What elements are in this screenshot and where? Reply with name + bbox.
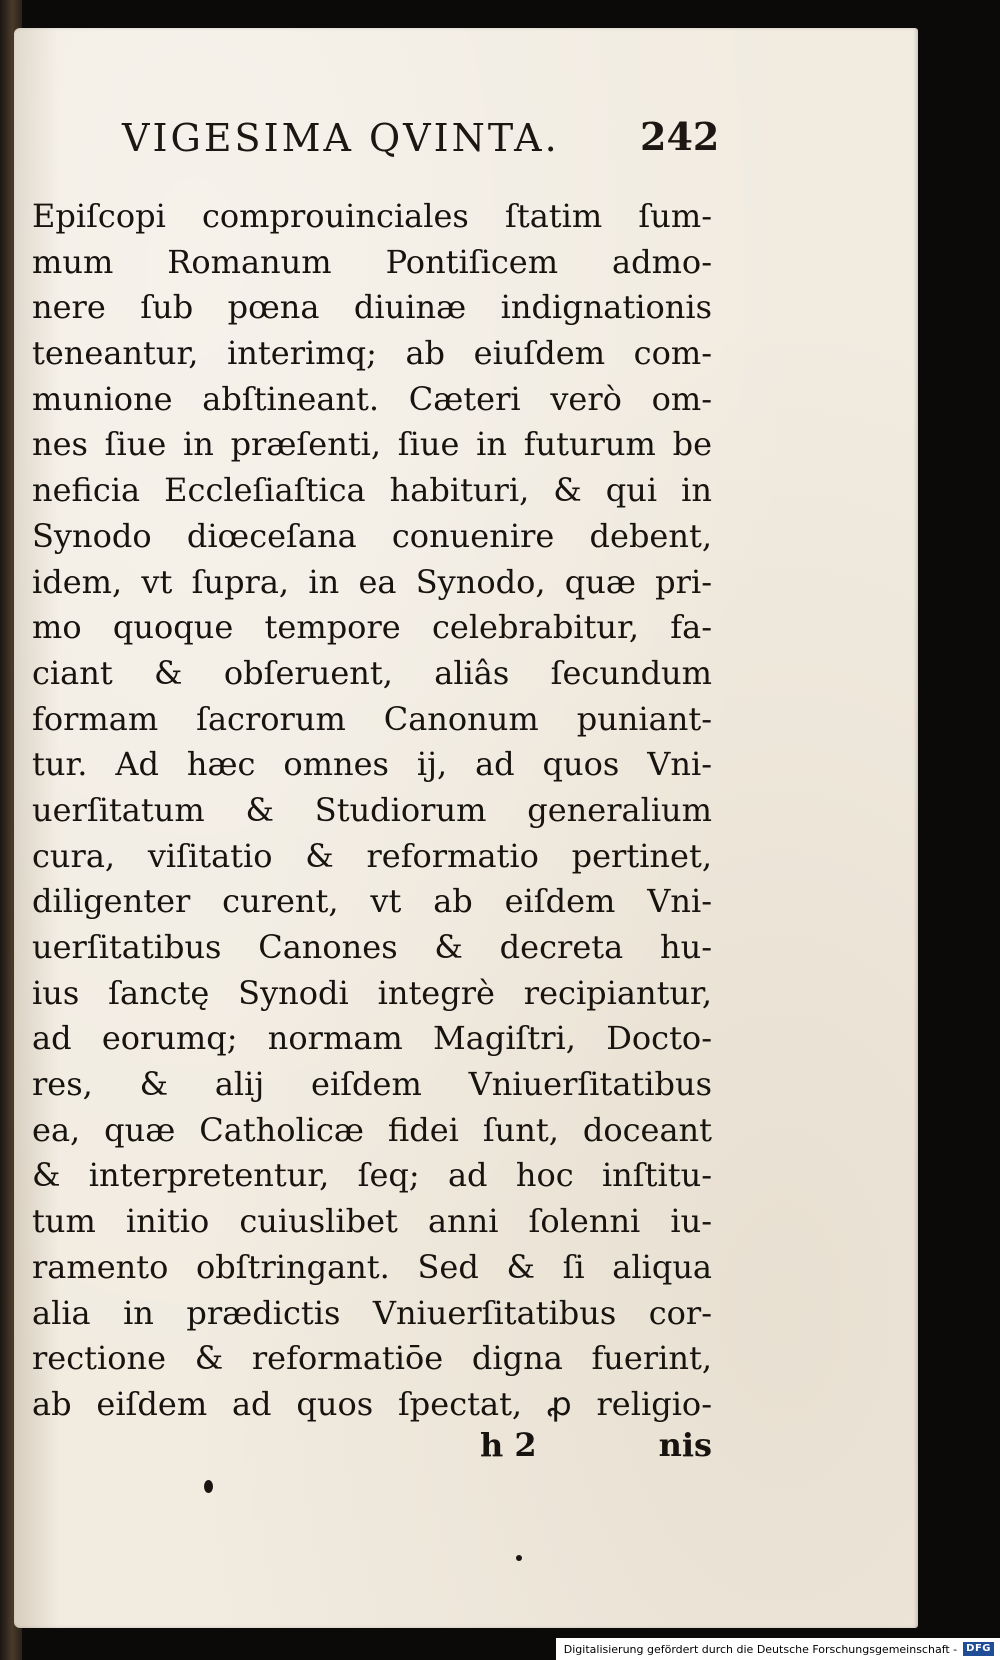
text-line: nes ſiue in præſenti, ſiue in futurum be bbox=[32, 425, 712, 464]
ink-speck bbox=[516, 1555, 522, 1561]
text-line: mum Romanum Pontiſicem admo- bbox=[32, 242, 712, 281]
signature-mark: h 2 bbox=[480, 1426, 537, 1464]
text-line: tur. Ad hæc omnes ij, ad quos Vni- bbox=[32, 745, 712, 784]
book-page bbox=[14, 28, 918, 1628]
text-line: ea, quæ Catholicæ fidei ſunt, doceant bbox=[32, 1110, 712, 1149]
text-line: uerſitatum & Studiorum generalium bbox=[32, 790, 712, 829]
text-line: nere ſub pœna diuinæ indignationis bbox=[32, 288, 712, 327]
text-line: ciant & obſeruent, aliâs ſecundum bbox=[32, 653, 712, 692]
text-line: ramento obſtringant. Sed & ſi aliqua bbox=[32, 1247, 712, 1286]
text-line: formam ſacrorum Canonum puniant- bbox=[32, 699, 712, 738]
text-line: & interpretentur, ſeq; ad hoc inſtitu- bbox=[32, 1156, 712, 1195]
text-line: tum initio cuiuslibet anni ſolenni iu- bbox=[32, 1202, 712, 1241]
text-line: teneantur, interimq; ab eiuſdem com- bbox=[32, 334, 712, 373]
text-line: alia in prædictis Vniuerſitatibus cor- bbox=[32, 1293, 712, 1332]
text-line: ad eorumq; normam Magiſtri, Docto- bbox=[32, 1019, 712, 1058]
text-line: Synodo diœceſana conuenire debent, bbox=[32, 516, 712, 555]
body-text bbox=[32, 194, 712, 1428]
running-head bbox=[84, 106, 724, 166]
text-line: neficia Eccleſiaſtica habituri, & qui in bbox=[32, 471, 712, 510]
catch-line bbox=[32, 1426, 712, 1472]
text-line: munione abſtineant. Cæteri verò om- bbox=[32, 379, 712, 418]
page-number: 242 bbox=[640, 114, 720, 159]
text-line: Epiſcopi comprouinciales ſtatim ſum- bbox=[32, 197, 712, 235]
text-line: diligenter curent, vt ab eiſdem Vni- bbox=[32, 882, 712, 921]
dfg-logo: DFG bbox=[963, 1642, 994, 1656]
credit-text: Digitalisierung gefördert durch die Deutsche Forschungsgemeinschaft - bbox=[563, 1642, 958, 1656]
text-line: res, & alij eiſdem Vniuerſitatibus bbox=[32, 1065, 712, 1104]
running-title: VIGESIMA QVINTA. bbox=[122, 116, 560, 160]
text-line: mo quoque tempore celebrabitur, fa- bbox=[32, 608, 712, 647]
ink-speck bbox=[204, 1480, 213, 1493]
catchword: nis bbox=[658, 1426, 712, 1464]
text-line: idem, vt ſupra, in ea Synodo, quæ pri- bbox=[32, 562, 712, 601]
text-line: ius ſanctę Synodi integrè recipiantur, bbox=[32, 973, 712, 1012]
text-line: cura, viſitatio & reformatio pertinet, bbox=[32, 836, 712, 875]
text-line: rectione & reformatiōe digna fuerint, bbox=[32, 1339, 712, 1378]
digitization-credit-bar bbox=[556, 1638, 1000, 1660]
text-line: ab eiſdem ad quos ſpectat, ꝓ religio- bbox=[32, 1384, 712, 1423]
text-line: uerſitatibus Canones & decreta hu- bbox=[32, 928, 712, 966]
